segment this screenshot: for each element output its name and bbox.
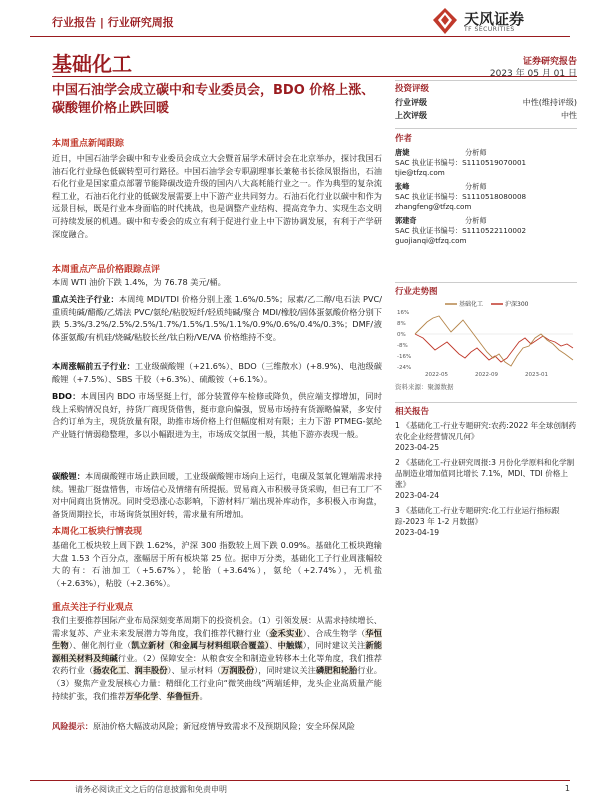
stock-huaheng: 华恒生物 [52, 627, 382, 651]
related-block [395, 405, 577, 538]
focus-label: 重点关注子行业： [52, 294, 119, 304]
section-title-prices: 本周重点产品价格跟踪点评 [52, 265, 161, 275]
industry-rating-row [395, 96, 577, 109]
sector-newenergy: 新能源相关材料及纯碱 [52, 640, 382, 663]
stock-yangnong: 扬农化工 [93, 665, 127, 676]
views-text-1: 我们主要推荐国际产业布局深刻变革周期下的投资机会。（1）引领发展：从需求持续增长、需求复苏、产业未来发展潜力等角度，我们推荐代糖行业（ [52, 615, 382, 638]
stock-wanhua: 万华化学 [125, 690, 159, 701]
author-1 [395, 148, 577, 178]
views-text-12: 。 [199, 690, 208, 701]
header-separator: | [99, 16, 108, 29]
y-tick: 0% [397, 332, 406, 338]
sector-phosphate-tire: 磷肥和轮胎 [316, 665, 358, 676]
logo-text-cn: 天风证券 [464, 10, 525, 28]
stock-jinhe: 金禾实业 [269, 627, 303, 638]
lithium-label: 碳酸锂： [52, 471, 86, 481]
y-tick: -8% [397, 343, 408, 349]
industry-rating-value: 中性(维持评级) [522, 98, 577, 107]
x-tick: 2023-01 [525, 372, 548, 378]
report-type: 证券研究报告 [522, 57, 577, 67]
sector-title: 基础化工 [52, 52, 132, 76]
section-title-news: 本周重点新闻跟踪 [52, 139, 125, 149]
views-text-2: ）、合成生物学（ [302, 627, 366, 638]
author-cert: SAC 执业证书编号：S1110518080008 [395, 192, 527, 201]
views-text-10: 行业。（3）聚焦产业发展核心力量：精细化工行业向“微笑曲线”两端延伸，龙头企业高质量产能持续扩张，我们推荐 [52, 665, 382, 701]
section-title-market: 本周化工板块行情表现 [52, 527, 143, 537]
related-item-title[interactable]: 2 《基础化工-行业研究周报:3 月份化学原料和化学制品制造业增加值同比增长 7.1%，MDI、TDI 价格上涨》 [395, 458, 575, 489]
related-item-3[interactable] [395, 505, 577, 538]
author-name: 郭建奇 [395, 216, 417, 225]
author-email[interactable]: tjie@tfzq.com [395, 168, 445, 177]
related-top-rule [395, 402, 577, 403]
author-2 [395, 182, 577, 212]
report-date: 2023 年 05 月 01 日 [489, 69, 577, 79]
trend-source: 资料来源：聚源数据 [395, 383, 454, 391]
series-chemical [415, 316, 573, 366]
y-tick: -24% [397, 365, 412, 371]
subcategory-label: 行业研究周报 [107, 16, 174, 29]
bdo-label: BDO： [52, 391, 81, 401]
top5-label: 本周涨幅前五子行业： [52, 361, 135, 371]
views-text-11: 、 [158, 690, 167, 701]
focus-text: 本周纯 MDI/TDI 价格分别上涨 1.6%/0.5%；尿素/乙二醇/电石法 PVC/重质纯碱/醋酸/乙烯法 PVC/氨纶/粘胶短纤/轻质纯碱/聚合 MDI/橡胶/固体蛋氨酸价格分别下跌 5.3%/3.2%/2.5%/2.5%/1.7%/1.5%/1.5%/1.1%/0.9%/0.6%/0.4%/0.3%；DMF/液体蛋氨酸/有机硅/烧碱/粘胶长丝/钛白粉/VE/VA 价格维持不变。 [52, 294, 382, 342]
related-item-1[interactable] [395, 420, 577, 453]
header-category [52, 14, 174, 30]
y-tick: -16% [397, 354, 412, 360]
prev-rating-label: 上次评级 [395, 111, 427, 120]
section-title-views: 重点关注子行业观点 [52, 603, 134, 613]
authors-title: 作者 [395, 134, 413, 144]
author-name: 唐婕 [395, 148, 410, 157]
x-axis-ticks [425, 372, 548, 378]
wti-paragraph: 本周 WTI 油价下跌 1.4%，为 76.78 美元/桶。 [52, 277, 226, 287]
trend-chart [395, 298, 577, 378]
industry-rating-label: 行业评级 [395, 98, 427, 107]
related-title: 相关报告 [395, 407, 430, 417]
author-email[interactable]: zhangfeng@tfzq.com [395, 202, 472, 211]
y-tick: 8% [397, 321, 406, 327]
rating-block [395, 82, 577, 122]
header-divider [30, 36, 570, 37]
related-item-date: 2023-04-24 [395, 491, 440, 500]
focus-paragraph [52, 293, 382, 343]
y-axis-ticks [397, 310, 411, 371]
y-tick: 16% [397, 310, 410, 316]
related-item-title[interactable]: 1 《基础化工-行业专题研究:农药:2022 年全球创制药农化企业经营情况几何》 [395, 421, 577, 441]
top5-text: 工业级碳酸锂（+21.6%）、BDO（三维散水）(+8.9%)、电池级碳酸锂（+7.5%）、SBS 干胶（+6.3%）、硫酸铵（+6.1%）。 [52, 361, 382, 384]
top5-paragraph [52, 360, 382, 385]
author-role: 分析师 [465, 182, 487, 191]
tf-logo [430, 6, 580, 38]
prev-rating-row [395, 109, 577, 122]
prev-rating-value: 中性 [561, 111, 577, 120]
footer-divider [30, 780, 570, 781]
views-text-3: ）、催化剂行业（ [68, 640, 132, 651]
stock-kaili: 凯立新材（和金属与材料组联合覆盖） [131, 640, 270, 651]
trend-top-rule [395, 282, 577, 283]
views-text-9: ），同时建议关注 [254, 665, 317, 676]
author-3 [395, 216, 577, 246]
views-text-7: 、 [126, 665, 135, 676]
views-text-6: 行业。（2）保障安全：从粮食安全和制造业转移本土化等角度，我们推荐农药行业（ [52, 652, 382, 676]
risk-label: 风险提示： [52, 721, 93, 731]
x-tick: 2022-09 [475, 372, 498, 378]
category-label: 行业报告 [52, 16, 96, 29]
views-text-8: ）、显示材料（ [167, 665, 222, 676]
bdo-text: 本周国内 BDO 市场坚挺上行，部分装置停车检修或降负，供应端支撑增加，同时线上采购情况良好，持货厂商现货借售，挺市意向偏强，贸易市场持有货源略偏紧，多安付合约订单为主，现货放量有限，助推市场价格上行但幅度相对有限；主力下游 PTMEG-氨纶产业链行情弱稳整理，多以小幅跟进为主，市场成交氛围一般，其他下游亦表现一般。 [52, 391, 383, 439]
trend-title: 行业走势图 [395, 287, 438, 297]
footer-disclaimer: 请务必阅读正文之后的信息披露和免责申明 [75, 785, 227, 794]
views-paragraph [52, 614, 382, 702]
author-role: 分析师 [465, 148, 487, 157]
rating-top-rule [395, 80, 577, 81]
related-item-date: 2023-04-19 [395, 528, 440, 537]
trend-block [395, 285, 577, 297]
related-item-2[interactable] [395, 457, 577, 501]
stock-runfeng: 润丰股份 [134, 665, 168, 676]
authors-top-rule [395, 128, 577, 129]
author-role: 分析师 [465, 216, 487, 225]
page-number: 1 [564, 784, 570, 793]
author-cert: SAC 执业证书编号：S1110519070001 [395, 158, 527, 167]
risk-text: 原油价格大幅波动风险；新冠疫情导致需求不及预期风险；安全环保风险 [92, 721, 355, 731]
news-paragraph: 近日，中国石油学会碳中和专业委员会成立大会暨首届学术研讨会在北京举办，探讨我国石油石化行业绿色低碳转型可行路径。中国石油学会专职副理事长兼秘书长徐凤银指出，石油石化行业是国家重点部署节能降碳改造升级的国内八大高耗能行业之一。作为典型的复杂流程工业，石油石化行业的低碳发展需要上中下游产业共同努力。石油石化行业以碳中和作为远景目标，既是行业本身面临的时代挑战，也是调整产业结构、提高竞争力、实现生态文明可持续发展的机遇。碳中和专委会的成立有利于促进行业上中下游协调发展，有利于产学研深度融合。 [52, 153, 382, 239]
stock-hualu: 华鲁恒升 [166, 690, 200, 701]
stock-zhongchumei: 中触媒 [277, 640, 303, 651]
author-cert: SAC 执业证书编号：S1110522110002 [395, 226, 527, 235]
tf-logo-icon [430, 6, 460, 36]
related-item-title[interactable]: 3 《基础化工-行业专题研究:化工行业运行指标跟踪-2023 年 1-2 月数据》 [395, 506, 560, 526]
logo-text-en: TF SECURITIES [464, 26, 515, 33]
bdo-paragraph [52, 390, 382, 440]
risk-paragraph [52, 720, 382, 733]
market-paragraph: 基础化工板块较上周下跌 1.62%，沪深 300 指数较上周下跌 0.09%。基础化工板块跑输大盘 1.53 个百分点，涨幅居于所有板块第 25 位。据申万分类，基础化工子行业周涨幅较大的有：石油加工（+5.67%），轮胎（+3.64%），氨纶（+2.74%），无机盐（+2.63%），粘胶（+2.36%）。 [52, 540, 382, 588]
author-email[interactable]: guojianqi@tfzq.com [395, 236, 467, 245]
author-name: 张峰 [395, 182, 410, 191]
legend-label-b: 沪深300 [505, 301, 529, 308]
views-text-5: ），同时建议关注 [302, 640, 366, 651]
legend-label-a: 基础化工 [459, 301, 484, 308]
authors-block [395, 132, 577, 246]
lithium-paragraph [52, 470, 382, 520]
views-text-4: 、 [269, 640, 278, 651]
lithium-text: 本周碳酸锂市场止跌回暖，工业级碳酸锂市场向上运行，电碳及氢氧化锂端需求持续。锂盐厂挺盘惜售，市场信心及情绪有所提振。贸易商入市积极寻货采购，但已有工厂不对中间商出货情况。同时受恐涨心态影响，下游材料厂端出现补库动作，多积极入市询盘，备货周期拉长，市场询货氛围好转，需求量有所增加。 [52, 471, 382, 519]
x-tick: 2022-05 [425, 372, 448, 378]
related-item-date: 2023-04-25 [395, 443, 440, 452]
stock-wanrun: 万润股份 [221, 665, 255, 676]
rating-title: 投资评级 [395, 84, 430, 94]
report-headline: 中国石油学会成立碳中和专业委员会，BDO 价格上涨、碳酸锂价格止跌回暖 [52, 83, 375, 116]
